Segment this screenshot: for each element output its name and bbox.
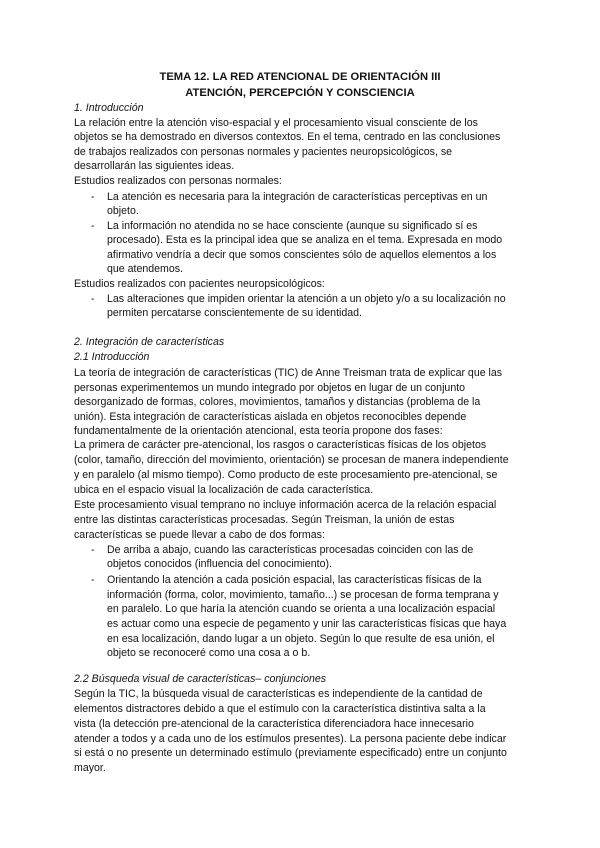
paragraph-line: desarrollarán las siguientes ideas. <box>74 160 235 172</box>
bullet-line: La información no atendida no se hace consciente (aunque su significado sí es <box>107 220 478 232</box>
normales-label: Estudios realizados con personas normales: <box>74 175 282 187</box>
bullet-line: objeto. <box>107 205 139 217</box>
bullet-line: objetos conocidos (influencia del conocimiento). <box>107 558 332 570</box>
bullet-dash: - <box>91 544 95 556</box>
bullet-line: permiten percatarse conscientemente de su identidad. <box>107 307 362 319</box>
section-2-heading: 2. Integración de características <box>74 336 225 348</box>
paragraph-line: desorganizado de formas, colores, movimientos, tamaños y distancias (problema de la <box>74 396 481 408</box>
title-line-1: TEMA 12. LA RED ATENCIONAL DE ORIENTACIÓN III <box>159 71 441 83</box>
paragraph-line: Según la TIC, la búsqueda visual de características es independiente de la cantidad de <box>74 688 483 700</box>
paragraph-line: si está o no presente un determinado estímulo (previamente especificado) entre un conjunto <box>74 747 507 759</box>
bullet-dash: - <box>91 191 95 203</box>
bullet-line: La atención es necesaria para la integración de características perceptivas en un <box>107 191 488 203</box>
paragraph-line: objetos se ha demostrado en diversos contextos. En el tema, centrado en las conclusiones <box>74 131 501 143</box>
bullet-dash: - <box>91 574 95 586</box>
paragraph-line: Este procesamiento visual temprano no incluye información acerca de la relación espacial <box>74 499 497 511</box>
paragraph-line: La primera de carácter pre-atencional, los rasgos o características físicas de los objetos <box>74 439 487 451</box>
bullet-line: procesado). Esta es la principal idea que se analiza en el tema. Expresada en modo <box>107 234 503 246</box>
paragraph-line: elementos distractores debido a que el estímulo con la característica distintiva salta a la <box>74 703 486 715</box>
paragraph-line: fundamentalmente de la orientación atencional, esta teoría propone dos fases: <box>74 425 443 437</box>
bullet-line: Orientando la atención a cada posición espacial, las características físicas de la <box>107 574 482 586</box>
subsection-2-2-heading: 2.2 Búsqueda visual de características– conjunciones <box>74 673 327 685</box>
bullet-line: es actuar como una especie de pegamento y unir las características físicas que haya <box>107 618 507 630</box>
title-line-2: ATENCIÓN, PERCEPCIÓN Y CONSCIENCIA <box>185 87 415 99</box>
paragraph-line: La relación entre la atención viso-espacial y el procesamiento visual consciente de los <box>74 117 478 129</box>
paragraph-line: mayor. <box>74 762 106 774</box>
paragraph-line: vista (la detección pre-atencional de la característica diferenciadora hace innecesario <box>74 718 474 730</box>
paragraph-line: entre las distintas características procesadas. Según Treisman, la unión de estas <box>74 514 455 526</box>
paragraph-line: características se puede llevar a cabo de dos formas: <box>74 529 325 541</box>
paragraph-line: de trabajos realizados con personas normales y pacientes neuropsicológicos, se <box>74 146 453 158</box>
bullet-line: en paralelo. Lo que haría la atención cuando se orienta a una localización espacial <box>107 603 496 615</box>
pacientes-label: Estudios realizados con pacientes neuropsicológicos: <box>74 278 325 290</box>
bullet-line: De arriba a abajo, cuando las características procesadas coinciden con las de <box>107 544 474 556</box>
bullet-line: Las alteraciones que impiden orientar la atención a un objeto y/o a su localización no <box>107 293 506 305</box>
bullet-line: en esa localización, dando lugar a un objeto. Según lo que resulte de esa unión, el <box>107 633 495 645</box>
paragraph-line: La teoría de integración de características (TIC) de Anne Treisman trata de explicar que las <box>74 367 503 379</box>
paragraph-line: (color, tamaño, dirección del movimiento, orientación) se procesan de manera independiente <box>74 454 509 466</box>
paragraph-line: unión). Esta integración de características aislada en objetos reconocibles depende <box>74 411 467 423</box>
paragraph-line: ubica en el espacio visual la localización de cada característica. <box>74 484 374 496</box>
bullet-dash: - <box>91 220 95 232</box>
paragraph-line: atender a todos y a cada uno de los estímulos presentes). La persona paciente debe indicar <box>74 733 507 745</box>
bullet-line: información (forma, color, movimiento, tamaño...) se procesan de forma temprana y <box>107 589 499 601</box>
paragraph-line: y en paralelo (al mismo tiempo). Como producto de este procesamiento pre-atencional, se <box>74 469 498 481</box>
bullet-line: afirmativo vendría a decir que somos conscientes sólo de aquellos elementos a los <box>107 249 497 261</box>
bullet-dash: - <box>91 293 95 305</box>
bullet-line: objeto se reconoceré como una cosa a o b. <box>107 647 311 659</box>
section-1-heading: 1. Introducción <box>74 102 144 114</box>
subsection-2-1-heading: 2.1 Introducción <box>74 351 150 363</box>
bullet-line: que atendemos. <box>107 263 183 275</box>
paragraph-line: personas experimentemos un mundo integrado por objetos en lugar de un conjunto <box>74 382 466 394</box>
